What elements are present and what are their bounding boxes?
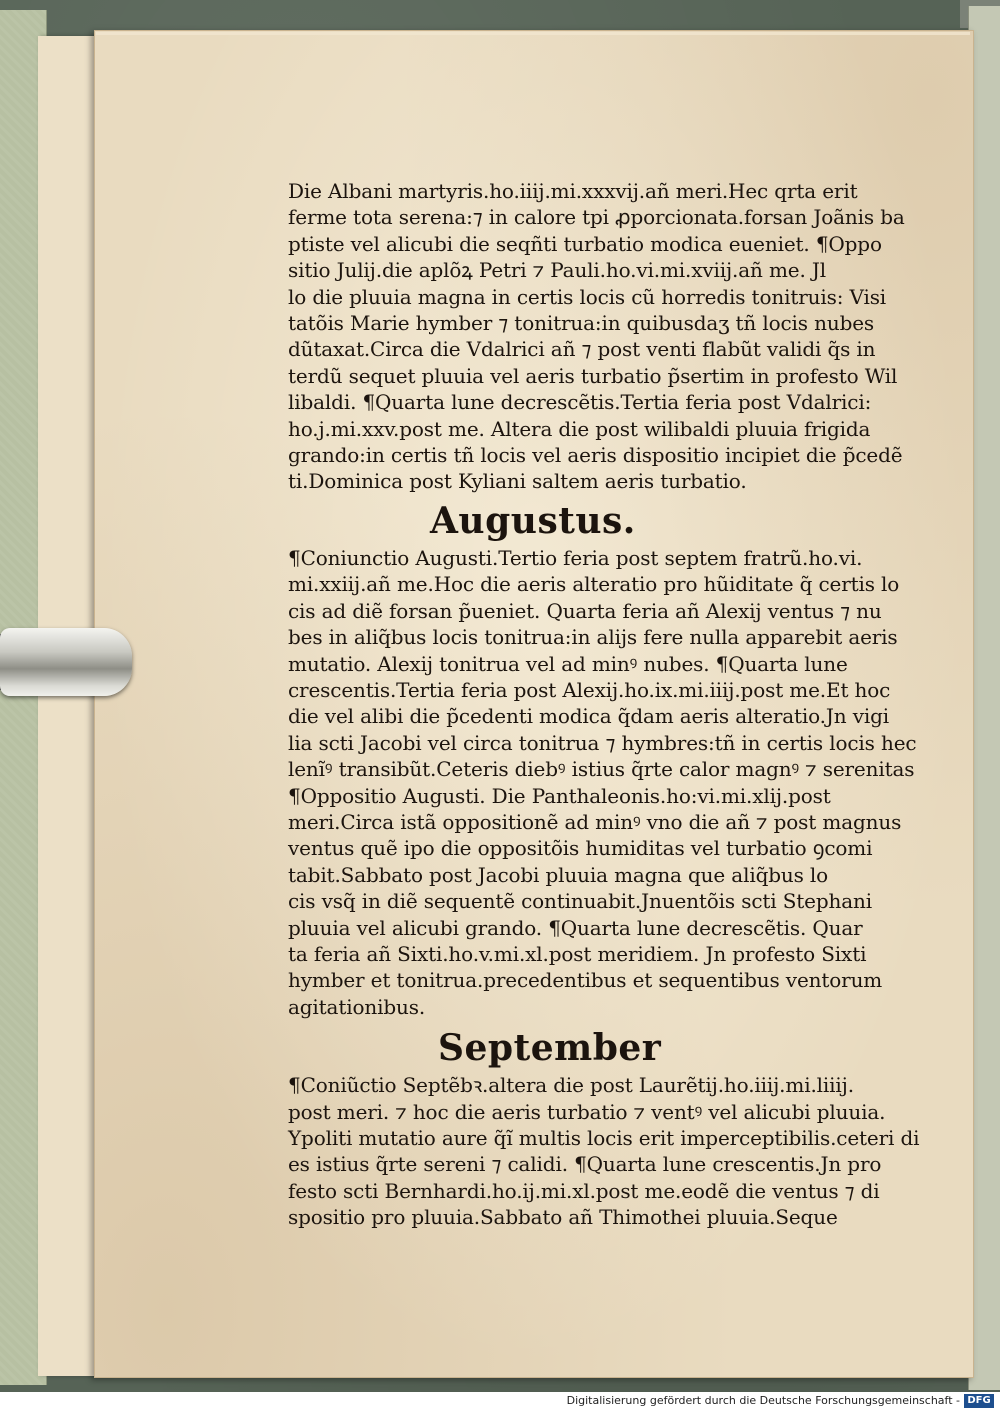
text-line: festo scti Bernhardi.ho.ij.mi.xl.post me.eodẽ die ventus ⁊ di [288, 1178, 880, 1203]
text-line: ptiste vel alicubi die seqñti turbatio modica eueniet. ¶Oppo [288, 231, 882, 256]
page-text [288, 178, 948, 1231]
text-block-september [288, 1072, 948, 1230]
text-line: terdũ sequet pluuia vel aeris turbatio p̃sertim in profesto Wil [288, 363, 898, 388]
text-line: hymber et tonitrua.precedentibus et sequentibus ventorum [288, 968, 883, 993]
dfg-logo: DFG [964, 1394, 994, 1408]
text-line: tabit.Sabbato post Jacobi pluuia magna que aliq̃bus lo [288, 862, 829, 887]
text-line: ¶Coniunctio Augusti.Tertio feria post septem fratrũ.ho.vi. [288, 545, 863, 570]
text-line: meri.Circa istã oppositionẽ ad minꝰ vno die añ ⁊ post magnus [288, 809, 902, 834]
text-line: spositio pro pluuia.Sabbato añ Thimothei pluuia.Seque [288, 1205, 838, 1230]
page-edge [96, 32, 970, 51]
footer-credit: Digitalisierung gefördert durch die Deutsche Forschungsgemeinschaft - [566, 1394, 960, 1407]
text-line: lia scti Jacobi vel circa tonitrua ⁊ hymbres:tñ in certis locis hec [288, 730, 917, 755]
text-block-august [288, 545, 948, 1020]
text-line: cis ad diẽ forsan p̃ueniet. Quarta feria añ Alexij ventus ⁊ nu [288, 598, 882, 623]
book-clasp [0, 628, 132, 696]
text-line: grando:in certis tñ locis vel aeris dispositio incipiet die p̃cedẽ [288, 443, 903, 468]
text-line: Ypoliti mutatio aure q̃ĩ multis locis erit imperceptibilis.ceteri di [288, 1126, 920, 1150]
text-line: ta feria añ Sixti.ho.v.mi.xl.post meridiem. Jn profesto Sixti [288, 941, 867, 966]
text-line: ti.Dominica post Kyliani saltem aeris turbatio. [288, 469, 747, 494]
text-line: post meri. ⁊ hoc die aeris turbatio ⁊ ventꝰ vel alicubi pluuia. [288, 1099, 886, 1124]
text-line: lo die pluuia magna in certis locis cũ horredis tonitruis: Visi [288, 284, 887, 309]
heading-september: September [438, 1027, 662, 1070]
text-line: es istius q̃rte sereni ⁊ calidi. ¶Quarta lune crescentis.Jn pro [288, 1152, 882, 1177]
text-block-july [288, 178, 948, 495]
text-line: ¶Oppositio Augusti. Die Panthaleonis.ho:vi.mi.xlij.post [288, 783, 831, 808]
text-line: libaldi. ¶Quarta lune decrescẽtis.Tertia feria post Vdalrici: [288, 390, 872, 415]
text-line: ho.j.mi.xxv.post me. Altera die post wilibaldi pluuia frigida [288, 416, 871, 441]
text-line: ventus quẽ ipo die oppositõis humiditas vel turbatio ꝯcomi [288, 836, 873, 861]
text-line: Die Albani martyris.ho.iiij.mi.xxxvij.añ meri.Hec qrta erit [288, 179, 858, 203]
text-line: lenĩꝰ transibũt.Ceteris diebꝰ istius q̃rte calor magnꝰ ⁊ serenitas [288, 757, 915, 782]
text-line: pluuia vel alicubi grando. ¶Quarta lune decrescẽtis. Quar [288, 915, 863, 940]
text-line: dũtaxat.Circa die Vdalrici añ ⁊ post venti flabũt validi q̃s in [288, 337, 876, 362]
text-line: tatõis Marie hymber ⁊ tonitrua:in quibusdaʒ tñ locis nubes [288, 311, 875, 336]
text-line: mutatio. Alexij tonitrua vel ad minꝰ nubes. ¶Quarta lune [288, 651, 848, 676]
text-line: ¶Coniũctio Septẽbꝛ.altera die post Laurẽtij.ho.iiij.mi.liiij. [288, 1073, 854, 1098]
text-line: sitio Julij.die aplõꝝ Petri ⁊ Pauli.ho.vi.mi.xviij.añ me. Jl [288, 258, 826, 283]
text-line: ferme tota serena:⁊ in calore tpi ꝓporcionata.forsan Joãnis ba [288, 205, 905, 230]
text-line: cis vsq̃ in diẽ sequentẽ continuabit.Jnuentõis scti Stephani [288, 889, 872, 914]
heading-augustus: Augustus. [430, 499, 636, 542]
text-line: agitationibus. [288, 994, 426, 1019]
text-line: die vel alibi die p̃cedenti modica q̃dam aeris alteratio.Jn vigi [288, 704, 889, 729]
text-line: mi.xxiij.añ me.Hoc die aeris alteratio pro hũiditate q̃ certis lo [288, 572, 900, 597]
footer-bar [0, 1392, 1000, 1411]
text-line: crescentis.Tertia feria post Alexij.ho.ix.mi.iiij.post me.Et hoc [288, 677, 891, 702]
text-line: bes in aliq̃bus locis tonitrua:in alijs fere nulla apparebit aeris [288, 625, 898, 650]
